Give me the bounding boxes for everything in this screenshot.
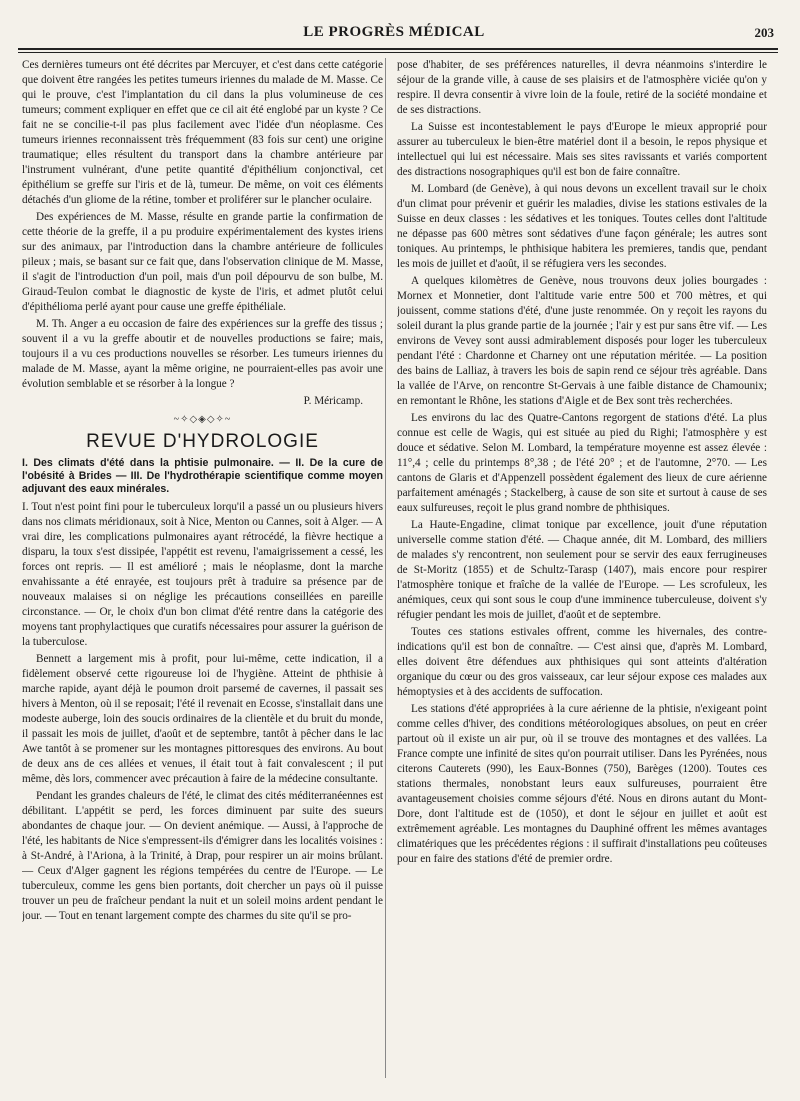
- paragraph: A quelques kilomètres de Genève, nous trouvons deux jolies bourgades : Mornex et Monnetier, dont l'altitude varie entre 500 et 700 mètres, et qui jouissent, comme stations d'été, d'une juste renommée. On y reçoit les rayons du soleil durant la plus grande partie de la journée ; l'air y est pur sans être vif. — Les environs de Vevey sont aussi admirablement disposés pour loger les tuberculeux pendant l'été : Chardonne et Charney ont une réputation méritée. — La position des bains de Lalliaz, à travers les bois de sapin rend ce séjour très agréable. Dans la vallée de l'Arve, on rencontre St-Gervais à une faible distance de Chamounix; en remontant le Rhône, les stations d'Aigle et de Bex sont très recherchées.: [397, 275, 767, 407]
- page-number: 203: [754, 25, 774, 40]
- paragraph: M. Lombard (de Genève), à qui nous devons un excellent travail sur le choix d'un climat pour prévenir et guérir les maladies, divise les stations estivales de la Suisse en deux classes : les sédatives et les toniques. Toutes celles dont l'altitude ne dépasse pas 600 mètres sont sédatives d'une façon générale; les autres sont toniques. Au printemps, le phthisique habitera les premieres, tandis que, pendant les mois de juillet et d'août, il se réfugiera vers les secondes.: [397, 183, 767, 270]
- column-divider: [385, 58, 386, 1078]
- paragraph: La Haute-Engadine, climat tonique par excellence, jouit d'une réputation universelle comme station d'été. — Chaque année, dit M. Lombard, des milliers de malades s'y rencontrent, non seulement pour se servir des eaux ferrugineuses de St-Moritz (1855) et de Schultz-Tarasp (1407), mais encore pour respirer l'atmosphère tonique et fraîche de la vallée de l'Europe. — Les scrofuleux, les anémiques, ceux qui sont sous le coup d'une imminence tuberculeuse, doivent s'y réfugier pendant les mois de juillet, d'août et de septembre.: [397, 519, 767, 621]
- section-ornament: ~✧◇◈◇✧~: [173, 414, 232, 425]
- paragraph: M. Th. Anger a eu occasion de faire des expériences sur la greffe des tissus ; souvent il a vu la greffe aboutir et de nouvelles productions se faire; mais, toujours il a vu ces productions nouvelles se résorber. Les tumeurs iriennes du malade de M. Masse, ayant la même origine, ne pourraient-elles pas avoir une évolution semblable et se résorber à la longue ?: [22, 318, 383, 390]
- paragraph: pose d'habiter, de ses préférences naturelles, il devra néanmoins s'interdire le séjour de la grande ville, à cause de ses plaisirs et de l'atmosphère viciée qu'on y respire. Il devra consentir à vivre loin de la foule, retiré de la société mondaine et de ses distractions.: [397, 59, 767, 116]
- paragraph: Ces dernières tumeurs ont été décrites par Mercuyer, et c'est dans cette catégorie que doivent être rangées les petites tumeurs iriennes du malade de M. Masse. Ce qui le prouve, c'est l'implantation du cil dans la plus volumineuse de ces tumeurs; comment expliquer en effet que ce cil ait été englobé par un kyste ? Ce fait ne se concilie-t-il pas plus facilement avec l'idée d'un néoplasme. Ces tumeurs iriennes reconnaissent très fréquemment (83 fois sur cent) une origine traumatique; elles résultent du transport dans la chambre antérieure par l'instrument vulnérant, d'une petite quantité d'épithélium conjonctival, cet épithélium se greffe sur l'iris et de là, tumeur. De même, on voit ces éléments détachés d'un gliome de la rétine, tomber et proliférer sur le plancher oculaire.: [22, 59, 383, 206]
- section-subtitle: I. Des climats d'été dans la phtisie pulmonaire. — II. De la cure de l'obésité à Brides — III. De l'hydrothérapie scientifique comme moyen adjuvant des eaux minérales.: [22, 457, 383, 495]
- header-rule: [18, 48, 778, 50]
- page-header: [14, 22, 774, 46]
- paragraph: I. Tout n'est point fini pour le tuberculeux lorqu'il a passé un ou plusieurs hivers dans nos climats méridionaux, soit à Nice, Menton ou Cannes, soit à Alger. — A vrai dire, les complications pulmonaires ayant rétrocédé, la fièvre hectique a disparu, la toux s'est dissipée, l'appétit est revenu, l'amaigrissement a cessé, les forces ont repris. — Il est amélioré ; mais le néoplasme, dont la marche envahissante a été enrayée, est toujours prêt à traduire sa présence par de nouveaux malaises si on néglige les précautions conseillées en pareille circonstance. — Or, le choix d'un bon climat d'été rentre dans la catégorie des moyens tant prophylactiques que curatifs nécessaires pour assurer la guérison de la tuberculose.: [22, 501, 383, 648]
- right-column: [397, 58, 767, 1088]
- paragraph: Pendant les grandes chaleurs de l'été, le climat des cités méditerranéennes est débilitant. L'appétit se perd, les forces diminuent par suite des sueurs abondantes de chaque jour. — On devient anémique. — Aussi, à l'approche de l'été, les habitants de Nice s'empressent-ils d'émigrer dans les localités voisines : à St-André, à l'Ariona, à la Trinité, à Drap, pour respirer un air moins brûlant. — Ceux d'Alger gagnent les régions tempérées du centre de l'Europe. — Le tuberculeux, comme les gens bien portants, doit chercher un pays où il puisse trouver un peu de fraîcheur pendant la nuit et un soleil moins ardent pendant le jour. — Tout en tenant largement compte des charmes du site qu'il se pro-: [22, 790, 383, 922]
- left-column: [22, 58, 383, 1088]
- journal-title: LE PROGRÈS MÉDICAL: [303, 24, 485, 40]
- section-title: REVUE D'HYDROLOGIE: [86, 431, 319, 452]
- header-rule-thin: [18, 52, 778, 53]
- paragraph: Toutes ces stations estivales offrent, comme les hivernales, des contre-indications qu'il est bon de connaître. — C'est ainsi que, d'après M. Lombard, elles doivent être défendues aux phthisiques qui sont atteints d'altération organique du cœur ou des gros vaisseaux, car leur séjour expose ces malades aux hémoptysies et à des accidents de suffocation.: [397, 626, 767, 698]
- paragraph: La Suisse est incontestablement le pays d'Europe le mieux approprié pour assurer au tuberculeux le bien-être matériel dont il a besoin, le repos physique et intellectuel qui lui est nécessaire. Mais ses sites ravissants et variés comportent des distractions nosographiques qu'il est bon de faire connaître.: [397, 121, 767, 178]
- paragraph: Bennett a largement mis à profit, pour lui-même, cette indication, il a fidèlement observé cette rigoureuse loi de l'hygiène. Atteint de phthisie à marche rapide, ayant déjà le poumon droit parsemé de cavernes, il passait ses hivers à Menton, où il se reposait; l'été il revenait en Ecosse, s'installait dans une modeste auberge, loin des soucis ordinaires de la clientèle et du bruit du monde, il passait les mois de juillet, d'août et de septembre, tantôt à pêcher dans le lac Awe tantôt à se promener sur les montagnes pittoresques des environs. Au bout de deux ans de ces allées et venues, il était tout à fait convalescent ; il put même, dès lors, commencer avec précaution à faire de la médecine consultante.: [22, 653, 383, 785]
- paragraph: Les environs du lac des Quatre-Cantons regorgent de stations d'été. La plus connue est celle de Wagis, qui est située au pied du Righi; l'atmosphère y est douce et sédative. Selon M. Lombard, la température moyenne est assez élevée : 11°,4 ; celle du printemps 8°,38 ; de l'été 20° ; et de l'automne, 2°70. — Les cantons de Glaris et d'Appenzell possèdent également des lieux de cure aérienne parfaitement aménagés ; Stackelberg, à cause de son site et surtout à cause de ses eaux sulfureuses, reçoit le plus grand nombre de phthisiques.: [397, 412, 767, 514]
- paragraph: Les stations d'été appropriées à la cure aérienne de la phtisie, n'exigeant point comme celles d'hiver, des conditions météorologiques absolues, on peut en créer partout où il existe un air pur, où il se trouve des montagnes et des vallées. La France compte une infinité de sites qu'on pourrait utiliser. Dans les Pyrénées, nous citerons Cauterets (990), les Eaux-Bonnes (750), Barèges (1200). Toutes ces stations thermales, nonobstant leurs eaux sulfureuses, pourraient être avantageusement choisies comme séjours d'été. Nous en dirons autant du Mont-Dore, dont l'altitude est de (1050), et dont le séjour en juillet et août est extrêmement agréable. Les montagnes du Dauphiné offrent les mêmes avantages climatériques que les précédentes régions : il suffirait d'installations peu coûteuses pour en faire des stations d'été de premier ordre.: [397, 703, 767, 865]
- author-signature: P. Méricamp.: [303, 395, 363, 407]
- paragraph: Des expériences de M. Masse, résulte en grande partie la confirmation de cette théorie de la greffe, il a pu produire expérimentalement des kystes iriens sur des animaux, par l'introduction dans la chambre antérieure de follicules pileux ; mais, se basant sur ce fait que, dans l'observation clinique de M. Masse, il s'agit de l'introduction d'un poil, mais d'un poil dépourvu de son bulbe, M. Giraud-Teulon combat le diagnostic de kyste de l'iris, et admet plutôt celui d'épithélioma perlé ayant pour cause une greffe épithéliale.: [22, 211, 383, 313]
